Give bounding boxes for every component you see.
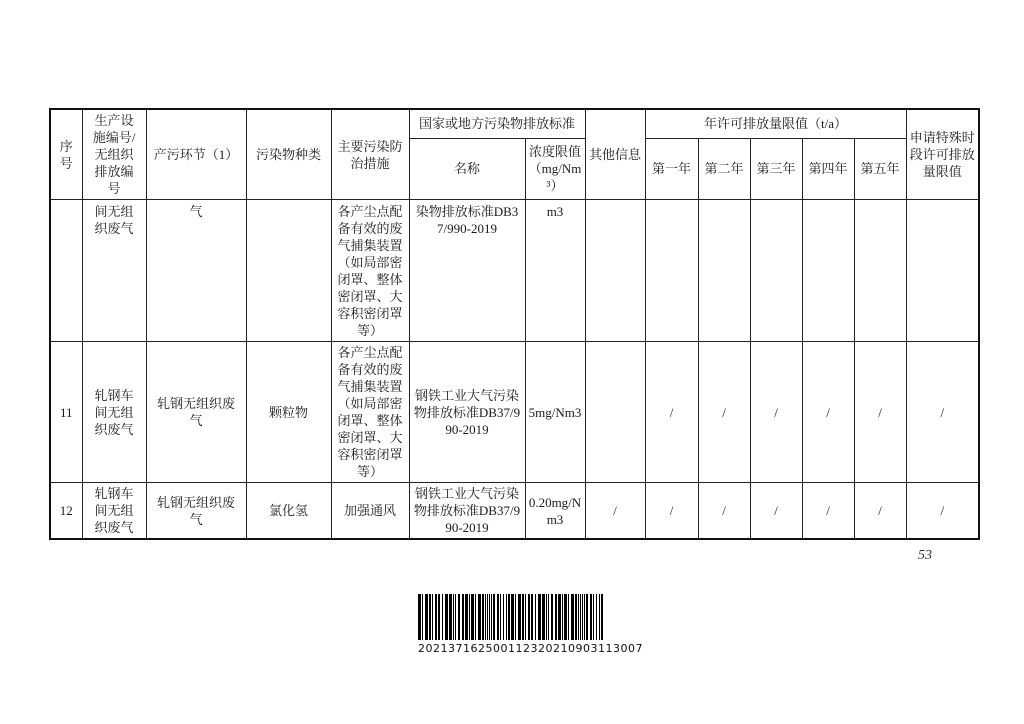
barcode (418, 594, 643, 655)
table-row-12 (50, 483, 979, 540)
cell-nongdu: 0.20mg/Nm3 (525, 483, 585, 540)
header-cuoshi: 主要污染防治措施 (331, 109, 409, 200)
cell-shebei: 轧钢车间无组织废气 (82, 483, 146, 540)
cell-year-2 (698, 200, 750, 342)
cell-year-1: / (645, 483, 698, 540)
cell-qita (585, 200, 645, 342)
cell-qita (585, 342, 645, 483)
cell-year-3 (750, 200, 802, 342)
cell-nongdu: m3 (525, 200, 585, 342)
cell-chanwu: 轧钢无组织废气 (146, 342, 246, 483)
header-shebei: 生产设施编号/无组织排放编号 (82, 109, 146, 200)
cell-teshu (906, 200, 979, 342)
page-number: 53 (918, 548, 932, 563)
cell-xuhao (50, 200, 82, 342)
table-row-continuation (50, 200, 979, 342)
cell-year-4: / (802, 342, 854, 483)
header-year-1: 第一年 (645, 138, 698, 199)
cell-nongdu: 5mg/Nm3 (525, 342, 585, 483)
table-row-11 (50, 342, 979, 483)
cell-year-1 (645, 200, 698, 342)
header-nongdu: 浓度限值（mg/Nm³） (525, 138, 585, 199)
cell-year-2: / (698, 483, 750, 540)
cell-mingcheng: 染物排放标准DB37/990-2019 (409, 200, 525, 342)
header-qita: 其他信息 (585, 109, 645, 200)
header-chanwu: 产污环节（1） (146, 109, 246, 200)
cell-year-5: / (854, 483, 906, 540)
emission-limits-table (49, 108, 980, 540)
cell-year-4 (802, 200, 854, 342)
cell-chanwu: 气 (146, 200, 246, 342)
header-year-4: 第四年 (802, 138, 854, 199)
header-mingcheng: 名称 (409, 138, 525, 199)
header-year-5: 第五年 (854, 138, 906, 199)
header-row-1 (50, 109, 979, 138)
cell-year-5 (854, 200, 906, 342)
cell-mingcheng: 钢铁工业大气污染物排放标准DB37/990-2019 (409, 342, 525, 483)
cell-year-4: / (802, 483, 854, 540)
header-biaozhun-group: 国家或地方污染物排放标准 (409, 109, 585, 138)
cell-wuranwu: 颗粒物 (246, 342, 331, 483)
cell-chanwu: 轧钢无组织废气 (146, 483, 246, 540)
cell-cuoshi: 各产尘点配备有效的废气捕集装置（如局部密闭罩、整体密闭罩、大容积密闭罩等） (331, 342, 409, 483)
cell-cuoshi: 加强通风 (331, 483, 409, 540)
cell-wuranwu: 氯化氢 (246, 483, 331, 540)
barcode-bars (418, 594, 604, 640)
cell-cuoshi: 各产尘点配备有效的废气捕集装置（如局部密闭罩、整体密闭罩、大容积密闭罩等） (331, 200, 409, 342)
cell-year-2: / (698, 342, 750, 483)
header-nianxuke-group: 年许可排放量限值（t/a） (645, 109, 906, 138)
cell-qita: / (585, 483, 645, 540)
cell-xuhao: 11 (50, 342, 82, 483)
header-xuhao: 序号 (50, 109, 82, 200)
cell-shebei: 轧钢车间无组织废气 (82, 342, 146, 483)
header-wuranwu: 污染物种类 (246, 109, 331, 200)
cell-mingcheng: 钢铁工业大气污染物排放标准DB37/990-2019 (409, 483, 525, 540)
cell-year-3: / (750, 483, 802, 540)
header-year-3: 第三年 (750, 138, 802, 199)
cell-year-1: / (645, 342, 698, 483)
cell-shebei: 间无组织废气 (82, 200, 146, 342)
cell-year-3: / (750, 342, 802, 483)
cell-xuhao: 12 (50, 483, 82, 540)
barcode-value: 202137162500112320210903113007 (418, 642, 643, 655)
header-teshu: 申请特殊时段许可排放量限值 (906, 109, 979, 200)
cell-teshu: / (906, 483, 979, 540)
header-year-2: 第二年 (698, 138, 750, 199)
cell-wuranwu (246, 200, 331, 342)
cell-teshu: / (906, 342, 979, 483)
cell-year-5: / (854, 342, 906, 483)
